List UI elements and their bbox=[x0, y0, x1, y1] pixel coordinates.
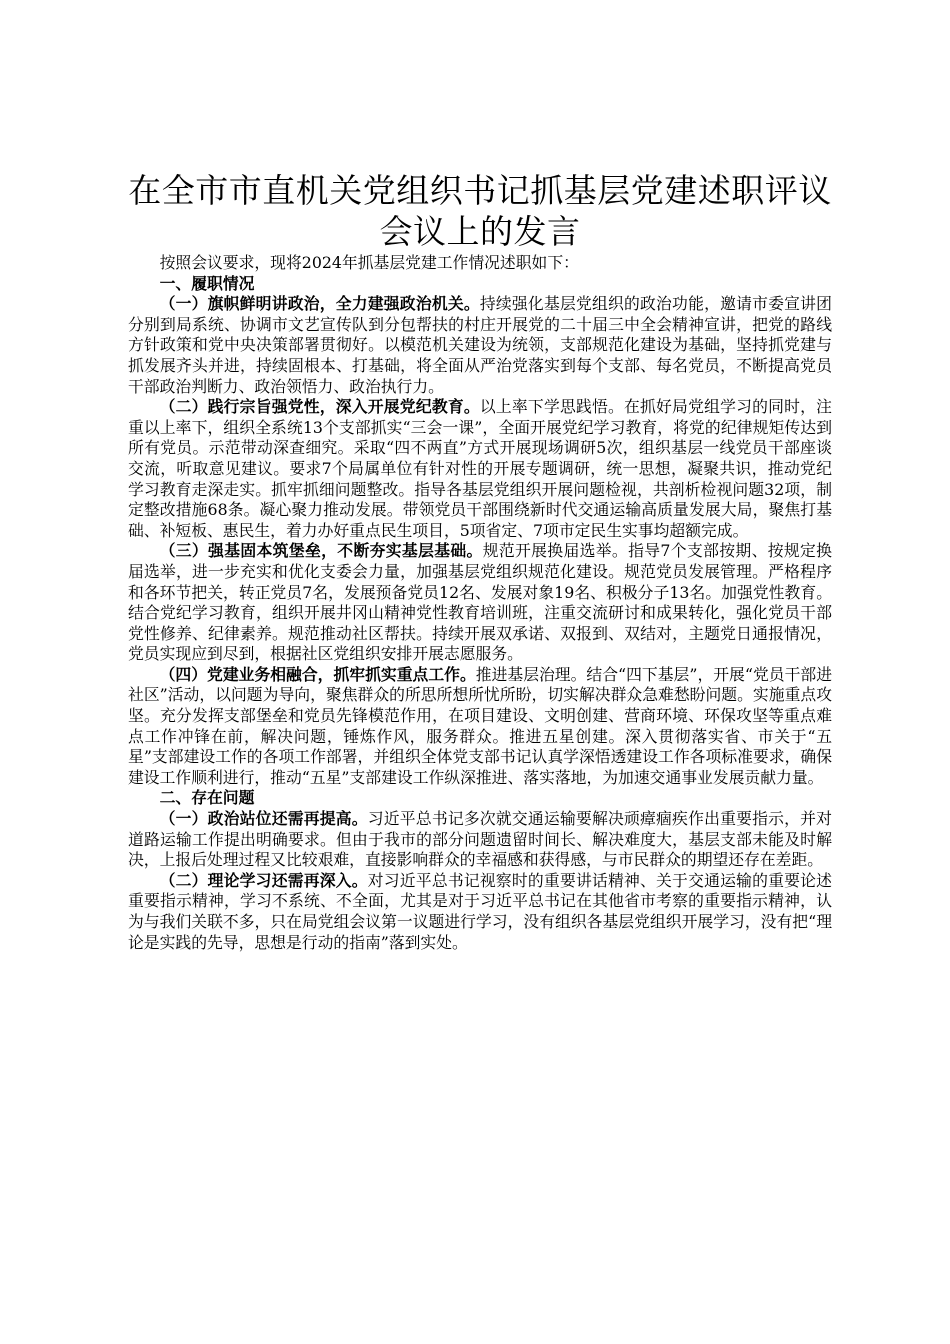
paragraph-body: 对习近平总书记视察时的重要讲话精神、关于交通运输的重要论述重要指示精神，学习不系统、不全面，尤其是对于习近平总书记在其他省市考察的重要指示精神，认为与我们关联不多，只在局党组会议第一议题进行学习，没有组织各基层党组织开展学习，没有把“理论是实践的先导，思想是行动的指南”落到实处。 bbox=[128, 870, 832, 952]
document-title: 在全市市直机关党组织书记抓基层党建述职评议会议上的发言 bbox=[128, 171, 832, 251]
paragraph-body: 持续强化基层党组织的政治功能，邀请市委宣讲团分别到局系统、协调市文艺宣传队到分包帮扶的村庄开展党的二十届三中全会精神宣讲，把党的路线方针政策和党中央决策部署贯彻好。以模范机关建设为统领，支部规范化建设为基础，坚持抓党建与抓发展齐头并进，持续固根本、打基础，将全面从严治党落实到每个支部、每名党员，不断提高党员干部政治判断力、政治领悟力、政治执行力。 bbox=[128, 294, 832, 396]
paragraph-body: 以上率下学思践悟。在抓好局党组学习的同时，注重以上率下，组织全系统13个支部抓实“三会一课”，全面开展党纪学习教育，将党的纪律规矩传达到所有党员。示范带动深查细究。采取“四不两直”方式开展现场调研5次，组织基层一线党员干部座谈交流，听取意见建议。要求7个局属单位有针对性的开展专题调研，统一思想，凝聚共识，推动党纪学习教育走深走实。抓牢抓细问题整改。指导各基层党组织开展问题检视，共剖析检视问题32项，制定整改措施68条。凝心聚力推动发展。带领党员干部围绕新时代交通运输高质量发展大局，聚焦打基础、补短板、惠民生，着力办好重点民生项目，5项省定、7项市定民生实事均超额完成。 bbox=[128, 397, 832, 540]
section-heading-problems: 二、存在问题 bbox=[159, 788, 255, 808]
paragraph-lead: （三）强基固本筑堡垒，不断夯实基层基础。 bbox=[159, 541, 483, 561]
paragraph-performance-2 bbox=[128, 397, 832, 541]
paragraph-lead: （一）旗帜鲜明讲政治，全力建强政治机关。 bbox=[159, 294, 480, 314]
paragraph-problems-2 bbox=[128, 871, 832, 953]
paragraph-body: 规范开展换届选举。指导7个支部按期、按规定换届选举，进一步充实和优化支委会力量，加强基层党组织规范化建设。规范党员发展管理。严格程序和各环节把关，转正党员7名，发展预备党员12名、发展对象19名、积极分子13名。加强党性教育。结合党纪学习教育，组织开展井冈山精神党性教育培训班，注重交流研讨和成果转化，强化党员干部党性修养、纪律素养。规范推动社区帮扶。持续开展双承诺、双报到、双结对，主题党日通报情况，党员实现应到尽到，根据社区党组织安排开展志愿服务。 bbox=[128, 541, 832, 664]
section-heading-performance: 一、履职情况 bbox=[159, 273, 255, 293]
paragraph-performance-4 bbox=[128, 665, 832, 789]
paragraph-problems-1 bbox=[128, 809, 832, 871]
document-page bbox=[128, 170, 832, 953]
paragraph-lead: （二）践行宗旨强党性，深入开展党纪教育。 bbox=[159, 397, 480, 417]
paragraph-lead: （四）党建业务相融合，抓牢抓实重点工作。 bbox=[159, 664, 476, 684]
paragraph-body: 习近平总书记多次就交通运输要解决顽瘴痼疾作出重要指示，并对道路运输工作提出明确要求。但由于我市的部分问题遗留时间长、解决难度大，基层支部未能及时解决，上报后处理过程又比较艰难，直接影响群众的幸福感和获得感，与市民群众的期望还存在差距。 bbox=[128, 809, 832, 870]
paragraph-body: 推进基层治理。结合“四下基层”，开展“党员干部进社区”活动，以问题为导向，聚焦群众的所思所想所忧所盼，切实解决群众急难愁盼问题。实施重点攻坚。充分发挥支部堡垒和党员先锋模范作用，在项目建设、文明创建、营商环境、环保攻坚等重点难点工作冲锋在前，解决问题，锤炼作风，服务群众。推进五星创建。深入贯彻落实省、市关于“五星”支部建设工作的各项工作部署，并组织全体党支部书记认真学深悟透建设工作各项标准要求，确保建设工作顺利进行，推动“五星”支部建设工作纵深推进、落实落地，为加速交通事业发展贡献力量。 bbox=[128, 664, 832, 787]
paragraph-lead: （一）政治站位还需再提高。 bbox=[159, 809, 368, 829]
paragraph-performance-3 bbox=[128, 541, 832, 665]
paragraph-performance-1 bbox=[128, 294, 832, 397]
paragraph-lead: （二）理论学习还需再深入。 bbox=[159, 870, 368, 890]
intro-paragraph: 按照会议要求，现将2024年抓基层党建工作情况述职如下： bbox=[159, 253, 579, 272]
